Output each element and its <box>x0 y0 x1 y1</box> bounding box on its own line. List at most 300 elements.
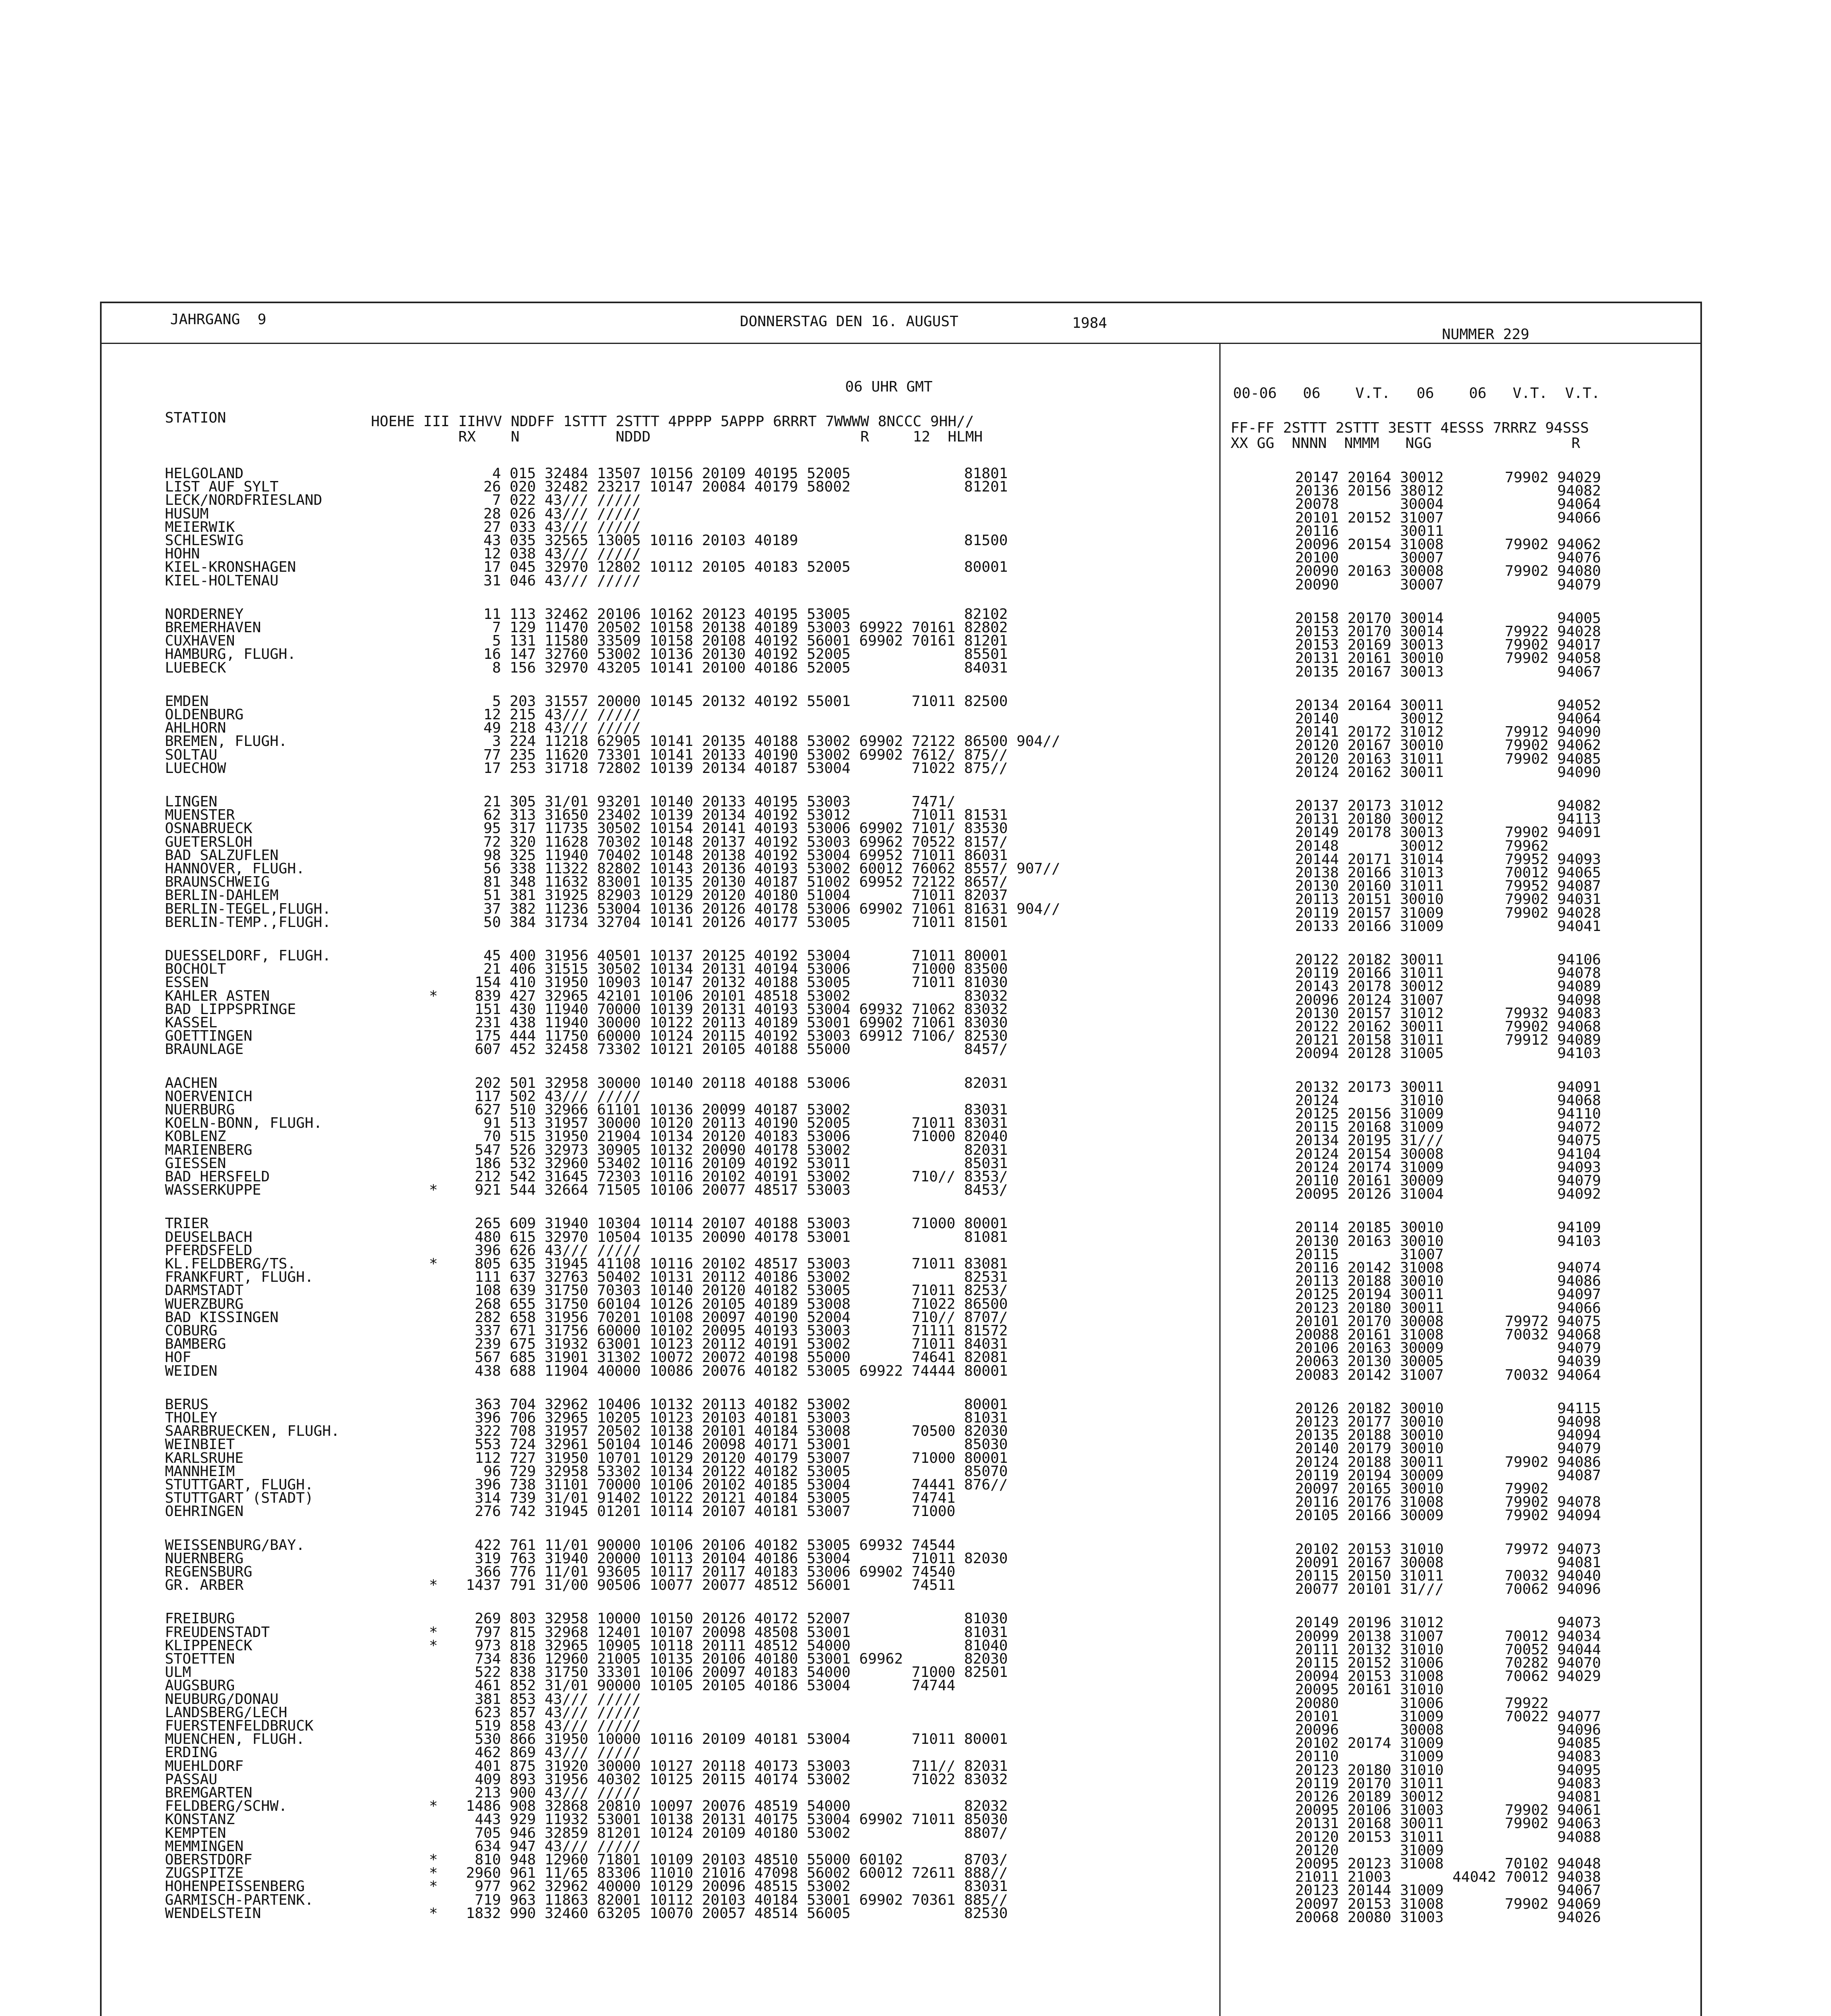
observation-groups: 186 532 32960 53402 10116 20109 40192 53011 85031 <box>457 1155 1008 1172</box>
station-name: FELDBERG/SCHW. <box>165 1798 287 1815</box>
extreme-values-groups: 20140 20179 30010 94079 <box>1295 1440 1601 1457</box>
station-name: NUERNBERG <box>165 1550 244 1567</box>
extreme-values-groups: 20095 20106 31003 79902 94061 <box>1295 1802 1601 1819</box>
observation-groups: 366 776 11/01 93605 10117 20117 40183 53006 69902 74540 <box>457 1564 956 1580</box>
extreme-values-groups: 20153 20170 30014 79922 94028 <box>1295 623 1601 640</box>
extreme-values-groups: 20132 20173 30011 94091 <box>1295 1079 1601 1095</box>
observation-groups: 154 410 31950 10903 10147 20132 40188 53005 71011 81030 <box>457 974 1008 991</box>
extreme-values-groups: 20149 20196 31012 94073 <box>1295 1614 1601 1631</box>
station-name: LECK/NORDFRIESLAND <box>165 492 323 509</box>
extreme-values-groups: 20120 20167 30010 79902 94062 <box>1295 737 1601 754</box>
station-name: BERLIN-DAHLEM <box>165 887 279 904</box>
observation-groups: 26 020 32482 23217 10147 20084 40179 58002 81201 <box>457 479 1008 496</box>
station-name: FUERSTENFELDBRUCK <box>165 1718 314 1734</box>
station-name: AACHEN <box>165 1075 218 1091</box>
station-name: DEUSELBACH <box>165 1229 252 1245</box>
observation-groups: 21 305 31/01 93201 10140 20133 40195 53003 7471/ <box>457 793 956 810</box>
station-name: KLIPPENECK <box>165 1637 252 1654</box>
extreme-values-groups: 20140 30012 94064 <box>1295 710 1601 727</box>
observation-groups: 623 857 43/// ///// <box>457 1704 641 1721</box>
mountain-station-marker: * <box>429 1798 438 1815</box>
extreme-values-groups: 20113 20188 30010 94086 <box>1295 1273 1601 1290</box>
station-name: THOLEY <box>165 1410 218 1426</box>
observation-groups: 62 313 31650 23402 10139 20134 40192 53012 71011 81531 <box>457 807 1008 824</box>
extreme-values-groups: 20100 30007 94076 <box>1295 550 1601 566</box>
station-name: LINGEN <box>165 793 218 810</box>
extreme-values-groups: 20122 20182 30011 94106 <box>1295 952 1601 968</box>
station-name: ESSEN <box>165 974 209 991</box>
observation-groups: 319 763 31940 20000 10113 20104 40186 53004 71011 82030 <box>457 1550 1008 1567</box>
mountain-station-marker: * <box>429 1865 438 1882</box>
observation-groups: 921 544 32664 71505 10106 20077 48517 53003 8453/ <box>457 1182 1008 1199</box>
extreme-values-groups: 20119 20157 31009 79902 94028 <box>1295 904 1601 921</box>
station-name: DARMSTADT <box>165 1282 244 1299</box>
observation-groups: 7 129 11470 20502 10158 20138 40189 53003 69922 70161 82802 <box>457 619 1008 636</box>
observation-groups: 98 325 11940 70402 10148 20138 40192 53004 69952 71011 86031 <box>457 847 1008 864</box>
observation-groups: 49 218 43/// ///// <box>457 720 641 737</box>
extreme-values-groups: 20094 20153 31008 70062 94029 <box>1295 1668 1601 1685</box>
station-name: MUEHLDORF <box>165 1758 244 1774</box>
extreme-values-groups: 20123 20180 31010 94095 <box>1295 1762 1601 1779</box>
extreme-values-groups: 20158 20170 30014 94005 <box>1295 610 1601 627</box>
station-name: REGENSBURG <box>165 1564 252 1580</box>
extreme-values-groups: 20137 20173 31012 94082 <box>1295 798 1601 814</box>
station-column-header: STATION <box>165 410 226 426</box>
extreme-values-groups: 20124 20174 31009 94093 <box>1295 1159 1601 1176</box>
observation-groups: 95 317 11735 30502 10154 20141 40193 53006 69902 7101/ 83530 <box>457 820 1008 837</box>
observation-groups: 37 382 11236 53004 10136 20126 40178 53006 69902 71061 81631 904// <box>457 900 1060 917</box>
mountain-station-marker: * <box>429 1637 438 1654</box>
extreme-values-groups: 20116 30011 <box>1295 523 1444 539</box>
right-column-header: FF-FF 2STTT 2STTT 3ESTT 4ESSS 7RRRZ 94SSS <box>1231 420 1589 436</box>
observation-groups: 443 929 11932 53001 10138 20131 40175 53004 69902 71011 85030 <box>457 1811 1008 1828</box>
station-name: ZUGSPITZE <box>165 1865 244 1882</box>
extreme-values-groups: 20116 20176 31008 79902 94078 <box>1295 1494 1601 1511</box>
station-name: NOERVENICH <box>165 1088 252 1105</box>
extreme-values-groups: 20105 20166 30009 79902 94094 <box>1295 1507 1601 1524</box>
observation-groups: 438 688 11904 40000 10086 20076 40182 53005 69922 74444 80001 <box>457 1362 1008 1379</box>
extreme-values-groups: 20080 31006 79922 <box>1295 1695 1549 1712</box>
observation-groups: 805 635 31945 41108 10116 20102 48517 53003 71011 83081 <box>457 1256 1008 1272</box>
observation-groups: 265 609 31940 10304 10114 20107 40188 53003 71000 80001 <box>457 1215 1008 1232</box>
station-name: FREIBURG <box>165 1610 235 1627</box>
observation-groups: 81 348 11632 83001 10135 20130 40187 51002 69952 72122 8657/ <box>457 874 1008 891</box>
observation-groups: 1486 908 32868 20810 10097 20076 48519 54000 82032 <box>457 1798 1008 1815</box>
observation-groups: 381 853 43/// ///// <box>457 1691 641 1708</box>
extreme-values-groups: 20114 20185 30010 94109 <box>1295 1219 1601 1236</box>
station-name: HAMBURG, FLUGH. <box>165 646 296 663</box>
station-name: OSNABRUECK <box>165 820 252 837</box>
station-name: BREMEN, FLUGH. <box>165 733 287 750</box>
observation-groups: 212 542 31645 72303 10116 20102 40191 53002 710// 8353/ <box>457 1168 1008 1185</box>
observation-groups: 231 438 11940 30000 10122 20113 40189 53001 69902 71061 83030 <box>457 1014 1008 1031</box>
observation-groups: 553 724 32961 50104 10146 20098 40171 53001 85030 <box>457 1436 1008 1453</box>
observation-groups: 8 156 32970 43205 10141 20100 40186 52005 84031 <box>457 659 1008 676</box>
extreme-values-groups: 20083 20142 31007 70032 94064 <box>1295 1366 1601 1383</box>
extreme-values-groups: 20123 20180 30011 94066 <box>1295 1300 1601 1316</box>
station-name: BERUS <box>165 1396 209 1413</box>
mountain-station-marker: * <box>429 1851 438 1868</box>
station-name: BREMGARTEN <box>165 1785 252 1801</box>
extreme-values-groups: 20101 31009 70022 94077 <box>1295 1708 1601 1725</box>
station-name: STOETTEN <box>165 1651 235 1667</box>
station-name: BRAUNSCHWEIG <box>165 874 270 891</box>
extreme-values-groups: 20091 20167 30008 94081 <box>1295 1554 1601 1571</box>
station-name: WEINBIET <box>165 1436 235 1453</box>
extreme-values-groups: 20097 20165 30010 79902 <box>1295 1481 1549 1497</box>
extreme-values-groups: 20113 20151 30010 79902 94031 <box>1295 891 1601 908</box>
station-name: MEIERWIK <box>165 519 235 535</box>
extreme-values-groups: 20097 20153 31008 79902 94069 <box>1295 1895 1601 1912</box>
station-name: KL.FELDBERG/TS. <box>165 1256 296 1272</box>
extreme-values-groups: 20131 20161 30010 79902 94058 <box>1295 650 1601 667</box>
observation-groups: 547 526 32973 30905 10132 20090 40178 53002 82031 <box>457 1141 1008 1158</box>
extreme-values-groups: 20096 20124 31007 94098 <box>1295 991 1601 1008</box>
header-rule <box>102 343 1700 344</box>
extreme-values-groups: 20116 20142 31008 94074 <box>1295 1260 1601 1276</box>
station-name: BAD LIPPSPRINGE <box>165 1001 296 1018</box>
extreme-values-groups: 20110 31009 94083 <box>1295 1748 1601 1765</box>
observation-groups: 239 675 31932 63001 10123 20112 40191 53002 71011 84031 <box>457 1336 1008 1353</box>
station-name: PFERDSFELD <box>165 1242 252 1259</box>
extreme-values-groups: 20126 20182 30010 94115 <box>1295 1400 1601 1417</box>
extreme-values-groups: 20106 20163 30009 94079 <box>1295 1340 1601 1357</box>
station-name: HELGOLAND <box>165 465 244 482</box>
station-name: COBURG <box>165 1322 218 1339</box>
mountain-station-marker: * <box>429 1577 438 1594</box>
extreme-values-groups: 20120 31009 <box>1295 1842 1444 1859</box>
observation-groups: 16 147 32760 53002 10136 20130 40192 52005 85501 <box>457 646 1008 663</box>
extreme-values-groups: 20123 20144 31009 94067 <box>1295 1882 1601 1899</box>
extreme-values-groups: 20090 20163 30008 79902 94080 <box>1295 563 1601 580</box>
station-name: GR. ARBER <box>165 1577 244 1594</box>
extreme-values-groups: 20102 20174 31009 94085 <box>1295 1735 1601 1752</box>
extreme-values-groups: 20119 20170 31011 94083 <box>1295 1775 1601 1792</box>
station-name: PASSAU <box>165 1771 218 1788</box>
station-name: WENDELSTEIN <box>165 1905 261 1922</box>
observation-groups: 634 947 43/// ///// <box>457 1838 641 1855</box>
station-name: AUGSBURG <box>165 1677 235 1694</box>
station-name: WASSERKUPPE <box>165 1182 261 1199</box>
time-group-label: 06 UHR GMT <box>845 379 933 395</box>
extreme-values-groups: 20120 20153 31011 94088 <box>1295 1829 1601 1845</box>
observation-groups: 17 253 31718 72802 10139 20134 40187 53004 71022 875// <box>457 760 1008 777</box>
extreme-values-groups: 20095 20126 31004 94092 <box>1295 1186 1601 1203</box>
station-name: KONSTANZ <box>165 1811 235 1828</box>
station-name: KASSEL <box>165 1014 218 1031</box>
mountain-station-marker: * <box>429 1878 438 1895</box>
extreme-values-groups: 20131 20168 30011 79902 94063 <box>1295 1815 1601 1832</box>
extreme-values-groups: 20122 20162 30011 79902 94068 <box>1295 1018 1601 1035</box>
station-name: GIESSEN <box>165 1155 226 1172</box>
extreme-values-groups: 20153 20169 30013 79902 94017 <box>1295 637 1601 654</box>
extreme-values-groups: 20119 20194 30009 94087 <box>1295 1467 1601 1484</box>
observation-groups: 77 235 11620 73301 10141 20133 40190 53002 69902 7612/ 875// <box>457 746 1008 763</box>
right-group-labels: 00-06 06 V.T. 06 06 V.T. V.T. <box>1233 385 1600 402</box>
station-name: KIEL-KRONSHAGEN <box>165 559 296 576</box>
station-name: STUTTGART, FLUGH. <box>165 1477 314 1493</box>
station-name: OEHRINGEN <box>165 1503 244 1520</box>
station-name: NUERBURG <box>165 1102 235 1118</box>
station-name: GOETTINGEN <box>165 1028 252 1045</box>
station-name: EMDEN <box>165 693 209 710</box>
station-name: BAD SALZUFLEN <box>165 847 279 864</box>
observation-groups: 12 038 43/// ///// <box>457 546 641 562</box>
station-name: MUENSTER <box>165 807 235 824</box>
station-name: KOELN-BONN, FLUGH. <box>165 1115 323 1132</box>
extreme-values-groups: 20138 20166 31013 70012 94065 <box>1295 864 1601 881</box>
station-name: STUTTGART (STADT) <box>165 1490 314 1507</box>
extreme-values-groups: 20115 20150 31011 70032 94040 <box>1295 1568 1601 1584</box>
observation-groups: 705 946 32859 81201 10124 20109 40180 53002 8807/ <box>457 1824 1008 1841</box>
extreme-values-groups: 20133 20166 31009 94041 <box>1295 918 1601 935</box>
observation-groups: 11 113 32462 20106 10162 20123 40195 53005 82102 <box>457 606 1008 623</box>
station-name: HUSUM <box>165 505 209 522</box>
station-name: LIST AUF SYLT <box>165 479 279 496</box>
station-name: HOHN <box>165 546 200 562</box>
observation-groups: 202 501 32958 30000 10140 20118 40188 53006 82031 <box>457 1075 1008 1091</box>
extreme-values-groups: 20068 20080 31003 94026 <box>1295 1909 1601 1926</box>
extreme-values-groups: 20124 20154 30008 94104 <box>1295 1145 1601 1162</box>
observation-groups: 117 502 43/// ///// <box>457 1088 641 1105</box>
extreme-values-groups: 20120 20163 31011 79902 94085 <box>1295 750 1601 767</box>
station-name: BAMBERG <box>165 1336 226 1353</box>
station-name: LUECHOW <box>165 760 226 777</box>
observation-groups: 1437 791 31/00 90506 10077 20077 48512 56001 74511 <box>457 1577 956 1594</box>
station-name: LANDSBERG/LECH <box>165 1704 287 1721</box>
observation-groups: 51 381 31925 82903 10129 20120 40180 51004 71011 82037 <box>457 887 1008 904</box>
observation-groups: 4 015 32484 13507 10156 20109 40195 52005 81801 <box>457 465 1008 482</box>
observation-groups: 522 838 31750 33301 10106 20097 40183 54000 71000 82501 <box>457 1664 1008 1681</box>
observation-groups: 314 739 31/01 91402 10122 20121 40184 53005 74741 <box>457 1490 956 1507</box>
extreme-values-groups: 20110 20161 30009 94079 <box>1295 1173 1601 1189</box>
station-name: KEMPTEN <box>165 1824 226 1841</box>
station-name: OLDENBURG <box>165 706 244 723</box>
observation-groups: 96 729 32958 53302 10134 20122 40182 53005 85070 <box>457 1463 1008 1480</box>
station-name: BREMERHAVEN <box>165 619 261 636</box>
observation-groups: 530 866 31950 10000 10116 20109 40181 53004 71011 80001 <box>457 1731 1008 1748</box>
observation-groups: 112 727 31950 10701 10129 20120 40179 53007 71000 80001 <box>457 1450 1008 1466</box>
observation-groups: 175 444 11750 60000 10124 20115 40192 53003 69912 7106/ 82530 <box>457 1028 1008 1045</box>
extreme-values-groups: 20125 20156 31009 94110 <box>1295 1106 1601 1122</box>
observation-groups: 396 706 32965 10205 10123 20103 40181 53003 81031 <box>457 1410 1008 1426</box>
observation-groups: 839 427 32965 42101 10106 20101 48518 53002 83032 <box>457 987 1008 1004</box>
station-name: DUESSELDORF, FLUGH. <box>165 948 331 964</box>
extreme-values-groups: 20099 20138 31007 70012 94034 <box>1295 1628 1601 1645</box>
station-name: OBERSTDORF <box>165 1851 252 1868</box>
station-name: KIEL-HOLTENAU <box>165 572 279 589</box>
extreme-values-groups: 20149 20178 30013 79902 94091 <box>1295 824 1601 841</box>
observation-groups: 12 215 43/// ///// <box>457 706 641 723</box>
station-name: BERLIN-TEMP.,FLUGH. <box>165 914 331 931</box>
station-name: SCHLESWIG <box>165 532 244 549</box>
station-name: GARMISCH-PARTENK. <box>165 1891 314 1908</box>
observation-groups: 734 836 12960 21005 10135 20106 40180 53001 69962 82030 <box>457 1651 1008 1667</box>
extreme-values-groups: 20135 20188 30010 94094 <box>1295 1427 1601 1444</box>
observation-groups: 627 510 32966 61101 10136 20099 40187 53002 83031 <box>457 1102 1008 1118</box>
station-name: SOLTAU <box>165 746 218 763</box>
right-block-divider <box>1219 343 1221 2016</box>
observation-groups: 268 655 31750 60104 10126 20105 40189 53008 71022 86500 <box>457 1295 1008 1312</box>
observation-groups: 151 430 11940 70000 10139 20131 40193 53004 69932 71062 83032 <box>457 1001 1008 1018</box>
extreme-values-groups: 20147 20164 30012 79902 94029 <box>1295 469 1601 486</box>
mountain-station-marker: * <box>429 1182 438 1199</box>
extreme-values-groups: 20125 20194 30011 94097 <box>1295 1286 1601 1303</box>
bulletin-frame <box>100 302 1702 2016</box>
observation-groups: 519 858 43/// ///// <box>457 1718 641 1734</box>
extreme-values-groups: 20096 20154 31008 79902 94062 <box>1295 536 1601 553</box>
extreme-values-groups: 20124 20162 30011 94090 <box>1295 764 1601 781</box>
observation-groups: 70 515 31950 21904 10134 20120 40183 53006 71000 82040 <box>457 1128 1008 1145</box>
extreme-values-groups: 20090 30007 94079 <box>1295 576 1601 593</box>
extreme-values-groups: 20063 20130 30005 94039 <box>1295 1353 1601 1370</box>
extreme-values-groups: 20131 20180 30012 94113 <box>1295 811 1601 828</box>
observation-groups: 276 742 31945 01201 10114 20107 40181 53007 71000 <box>457 1503 956 1520</box>
observation-groups: 797 815 32968 12401 10107 20098 48508 53001 81031 <box>457 1624 1008 1641</box>
observation-groups: 45 400 31956 40501 10137 20125 40192 53004 71011 80001 <box>457 948 1008 964</box>
observation-groups: 50 384 31734 32704 10141 20126 40177 53005 71011 81501 <box>457 914 1008 931</box>
mountain-station-marker: * <box>429 1256 438 1272</box>
station-name: SAARBRUECKEN, FLUGH. <box>165 1423 340 1440</box>
observation-groups: 108 639 31750 70303 10140 20120 40182 53005 71011 8253/ <box>457 1282 1008 1299</box>
extreme-values-groups: 21011 21003 44042 70012 94038 <box>1295 1869 1601 1886</box>
station-name: CUXHAVEN <box>165 633 235 650</box>
extreme-values-groups: 20101 20170 30008 79972 94075 <box>1295 1313 1601 1330</box>
observation-groups: 422 761 11/01 90000 10106 20106 40182 53005 69932 74544 <box>457 1537 956 1554</box>
station-name: MUENCHEN, FLUGH. <box>165 1731 305 1748</box>
station-name: KARLSRUHE <box>165 1450 244 1466</box>
station-name: BRAUNLAGE <box>165 1041 244 1058</box>
observation-groups: 213 900 43/// ///// <box>457 1785 641 1801</box>
station-name: ULM <box>165 1664 192 1681</box>
extreme-values-groups: 20124 20188 30011 79902 94086 <box>1295 1454 1601 1470</box>
extreme-values-groups: 20141 20172 31012 79912 94090 <box>1295 724 1601 741</box>
station-name: MARIENBERG <box>165 1141 252 1158</box>
observation-groups: 810 948 12960 71801 10109 20103 48510 55000 60102 8703/ <box>457 1851 1008 1868</box>
extreme-values-groups: 20088 20161 31008 70032 94068 <box>1295 1327 1601 1343</box>
extreme-values-groups: 20144 20171 31014 79952 94093 <box>1295 851 1601 868</box>
observation-groups: 43 035 32565 13005 10116 20103 40189 81500 <box>457 532 1008 549</box>
station-name: KAHLER ASTEN <box>165 987 270 1004</box>
observation-groups: 269 803 32958 10000 10150 20126 40172 52007 81030 <box>457 1610 1008 1627</box>
extreme-values-groups: 20123 20177 30010 94098 <box>1295 1414 1601 1430</box>
observation-groups: 363 704 32962 10406 10132 20113 40182 53002 80001 <box>457 1396 1008 1413</box>
jahrgang-label: JAHRGANG 9 <box>170 311 267 328</box>
observation-groups: 91 513 31957 30000 10120 20113 40190 52005 71011 83031 <box>457 1115 1008 1132</box>
observation-groups: 409 893 31956 40302 10125 20115 40174 53002 71022 83032 <box>457 1771 1008 1788</box>
extreme-values-groups: 20101 20152 31007 94066 <box>1295 509 1601 526</box>
station-name: WUERZBURG <box>165 1295 244 1312</box>
observation-groups: 56 338 11322 82802 10143 20136 40193 53002 60012 76062 8557/ 907// <box>457 860 1060 877</box>
right-column-subheader: XX GG NNNN NMMM NGG R <box>1231 435 1580 452</box>
observation-groups: 5 131 11580 33509 10158 20108 40192 56001 69902 70161 81201 <box>457 633 1008 650</box>
station-name: WEIDEN <box>165 1362 218 1379</box>
station-name: AHLHORN <box>165 720 226 737</box>
observation-groups: 2960 961 11/65 83306 11010 21016 47098 56002 60012 72611 888// <box>457 1865 1008 1882</box>
extreme-values-groups: 20102 20153 31010 79972 94073 <box>1295 1541 1601 1558</box>
observation-groups: 27 033 43/// ///// <box>457 519 641 535</box>
station-name: GUETERSLOH <box>165 833 252 850</box>
extreme-values-groups: 20136 20156 38012 94082 <box>1295 483 1601 500</box>
extreme-values-groups: 20095 20161 31010 <box>1295 1681 1444 1698</box>
extreme-values-groups: 20130 20163 30010 94103 <box>1295 1233 1601 1250</box>
observation-groups: 3 224 11218 62905 10141 20135 40188 53002 69902 72122 86500 904// <box>457 733 1060 750</box>
extreme-values-groups: 20134 20164 30011 94052 <box>1295 697 1601 714</box>
station-name: HANNOVER, FLUGH. <box>165 860 305 877</box>
station-name: NORDERNEY <box>165 606 244 623</box>
observation-groups: 480 615 32970 10504 10135 20090 40178 53001 81081 <box>457 1229 1008 1245</box>
observation-groups: 17 045 32970 12802 10112 20105 40183 52005 80001 <box>457 559 1008 576</box>
extreme-values-groups: 20124 31010 94068 <box>1295 1092 1601 1109</box>
extreme-values-groups: 20094 20128 31005 94103 <box>1295 1045 1601 1062</box>
extreme-values-groups: 20115 31007 <box>1295 1246 1444 1263</box>
year-label: 1984 <box>1072 315 1107 331</box>
extreme-values-groups: 20111 20132 31010 70052 94044 <box>1295 1641 1601 1658</box>
station-name: WEISSENBURG/BAY. <box>165 1537 305 1554</box>
station-name: BERLIN-TEGEL,FLUGH. <box>165 900 331 917</box>
issue-number: NUMMER 229 <box>1442 326 1529 343</box>
station-name: HOF <box>165 1349 192 1366</box>
station-name: TRIER <box>165 1215 209 1232</box>
observation-groups: 5 203 31557 20000 10145 20132 40192 55001 71011 82500 <box>457 693 1008 710</box>
observation-groups: 719 963 11863 82001 10112 20103 40184 53001 69902 70361 885// <box>457 1891 1008 1908</box>
observation-groups: 607 452 32458 73302 10121 20105 40188 55000 8457/ <box>457 1041 1008 1058</box>
station-name: KOBLENZ <box>165 1128 226 1145</box>
extreme-values-groups: 20077 20101 31/// 70062 94096 <box>1295 1581 1601 1598</box>
main-column-header: HOEHE III IIHVV NDDFF 1STTT 2STTT 4PPPP 5APPP 6RRRT 7WWWW 8NCCC 9HH// <box>371 413 974 430</box>
observation-groups: 567 685 31901 31302 10072 20072 40198 55000 74641 82081 <box>457 1349 1008 1366</box>
observation-groups: 7 022 43/// ///// <box>457 492 641 509</box>
extreme-values-groups: 20135 20167 30013 94067 <box>1295 663 1601 680</box>
extreme-values-groups: 20096 30008 94096 <box>1295 1722 1601 1738</box>
observation-groups: 337 671 31756 60000 10102 20095 40193 53003 71111 81572 <box>457 1322 1008 1339</box>
observation-groups: 396 738 31101 70000 10106 20102 40185 53004 74441 876// <box>457 1477 1008 1493</box>
observation-groups: 282 658 31956 70201 10108 20097 40190 52004 710// 8707/ <box>457 1309 1008 1326</box>
observation-groups: 1832 990 32460 63205 10070 20057 48514 56005 82530 <box>457 1905 1008 1922</box>
extreme-values-groups: 20121 20158 31011 79912 94089 <box>1295 1032 1601 1049</box>
observation-groups: 462 869 43/// ///// <box>457 1744 641 1761</box>
observation-groups: 401 875 31920 30000 10127 20118 40173 53003 711// 82031 <box>457 1758 1008 1774</box>
observation-groups: 461 852 31/01 90000 10105 20105 40186 53004 74744 <box>457 1677 956 1694</box>
mountain-station-marker: * <box>429 1905 438 1922</box>
extreme-values-groups: 20119 20166 31011 94078 <box>1295 965 1601 982</box>
observation-groups: 21 406 31515 30502 10134 20131 40194 53006 71000 83500 <box>457 961 1008 978</box>
mountain-station-marker: * <box>429 987 438 1004</box>
extreme-values-groups: 20130 20160 31011 79952 94087 <box>1295 878 1601 895</box>
station-name: BOCHOLT <box>165 961 226 978</box>
extreme-values-groups: 20078 30004 94064 <box>1295 496 1601 513</box>
extreme-values-groups: 20134 20195 31/// 94075 <box>1295 1132 1601 1149</box>
station-name: FREUDENSTADT <box>165 1624 270 1641</box>
extreme-values-groups: 20095 20123 31008 70102 94048 <box>1295 1856 1601 1872</box>
station-name: FRANKFURT, FLUGH. <box>165 1269 314 1286</box>
extreme-values-groups: 20115 20168 31009 94072 <box>1295 1119 1601 1136</box>
station-name: BAD KISSINGEN <box>165 1309 279 1326</box>
extreme-values-groups: 20143 20178 30012 94089 <box>1295 978 1601 995</box>
observation-groups: 973 818 32965 10905 10118 20111 48512 54000 81040 <box>457 1637 1008 1654</box>
extreme-values-groups: 20130 20157 31012 79932 94083 <box>1295 1005 1601 1022</box>
station-name: ERDING <box>165 1744 218 1761</box>
observation-groups: 28 026 43/// ///// <box>457 505 641 522</box>
observation-groups: 396 626 43/// ///// <box>457 1242 641 1259</box>
observation-groups: 72 320 11628 70302 10148 20137 40192 53003 69962 70522 8157/ <box>457 833 1008 850</box>
observation-groups: 111 637 32763 50402 10131 20112 40186 53002 82531 <box>457 1269 1008 1286</box>
station-name: MANNHEIM <box>165 1463 235 1480</box>
station-name: HOHENPEISSENBERG <box>165 1878 305 1895</box>
station-name: NEUBURG/DONAU <box>165 1691 279 1708</box>
station-name: LUEBECK <box>165 659 226 676</box>
observation-groups: 31 046 43/// ///// <box>457 572 641 589</box>
